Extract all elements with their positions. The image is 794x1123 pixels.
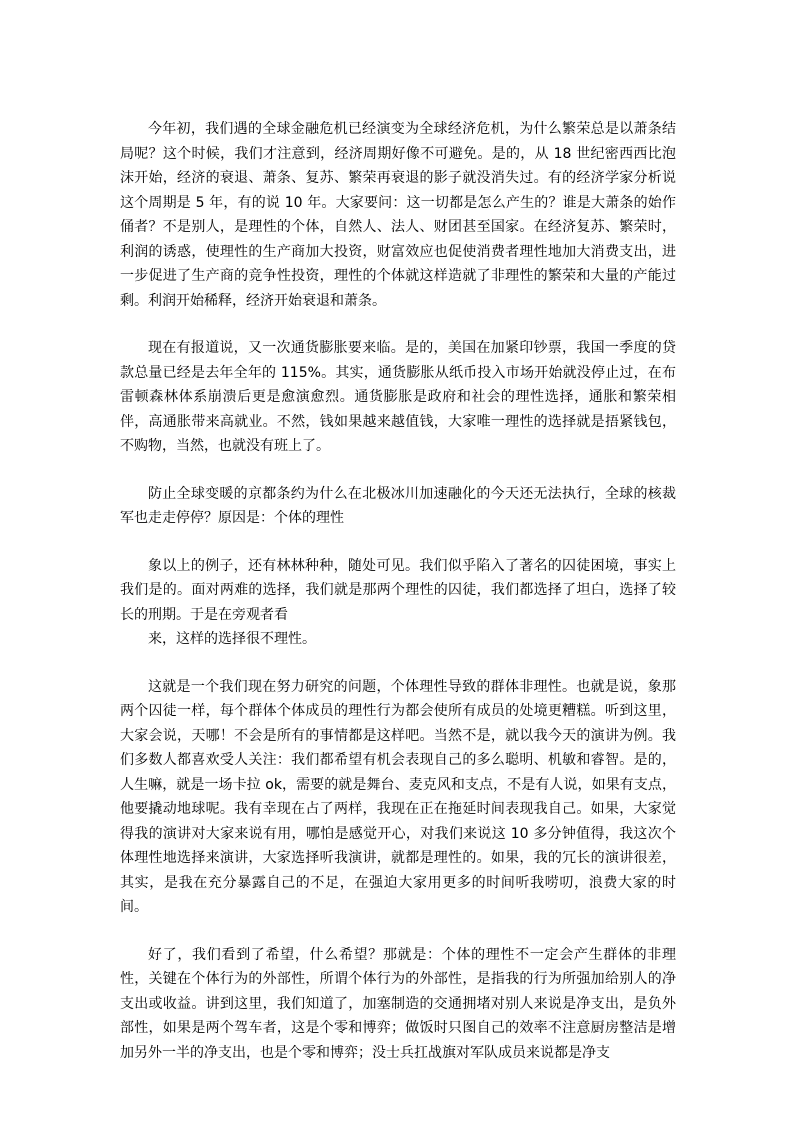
paragraph-prisoners-dilemma: 象以上的例子，还有林林种种，随处可见。我们似乎陷入了著名的囚徒困境，事实上我们是的。面对两难的选择，我们就是那两个理性的囚徒，我们都选择了坦白，选择了较长的刑期。于是在旁观者看 xyxy=(120,557,676,623)
paragraph-externality: 好了，我们看到了希望，什么希望？那就是：个体的理性不一定会产生群体的非理性，关键在个体行为的外部性，所谓个体行为的外部性，是指我的行为所强加给别人的净支出或收益。讲到这里，我们知道了，加塞制造的交通拥堵对别人来说是净支出，是负外部性，如果是两个驾车者，这是个零和博弈；做饭时只图自己的效率不注意厨房整洁是增加另外一半的净支出，也是个零和博弈；没士兵扛战旗对军队成员来说都是净支 xyxy=(120,946,676,1061)
paragraph-economic-cycle: 今年初，我们遇的全球金融危机已经演变为全球经济危机，为什么繁荣总是以萧条结局呢？这个时候，我们才注意到，经济周期好像不可避免。是的，从 18 世纪密西西比泡沫开始，经济的衰退、萧条、复苏、繁荣再衰退的影子就没消失过。有的经济学家分析说这个周期是 5 年，有的说 10 年。大家要问：这一切都是怎么产生的？谁是大萧条的始作俑者？不是别人，是理性的个体，自然人、法人、财团甚至国家。在经济复苏、繁荣时，利润的诱惑，使理性的生产商加大投资，财富效应也促使消费者理性地加大消费支出，进一步促进了生产商的竞争性投资，理性的个体就这样造就了非理性的繁荣和大量的产能过剩。利润开始稀释，经济开始衰退和萧条。 xyxy=(120,121,676,309)
paragraph-kyoto: 防止全球变暖的京都条约为什么在北极冰川加速融化的今天还无法执行，全球的核裁军也走走停停？原因是：个体的理性 xyxy=(120,485,676,526)
paragraph-prisoners-dilemma-continued: 来，这样的选择很不理性。 xyxy=(148,631,316,647)
paragraph-inflation: 现在有报道说，又一次通货膨胀要来临。是的，美国在加紧印钞票，我国一季度的贷款总量已经是去年全年的 115%。其实，通货膨胀从纸币投入市场开始就没停止过，在布雷顿森林体系崩溃后更是愈演愈烈。通货膨胀是政府和社会的理性选择，通胀和繁荣相伴，高通胀带来高就业。不然，钱如果越来越值钱，大家唯一理性的选择就是捂紧钱包，不购物，当然，也就没有班上了。 xyxy=(120,340,676,454)
paragraph-group-irrationality: 这就是一个我们现在努力研究的问题，个体理性导致的群体非理性。也就是说，象那两个囚徒一样，每个群体个体成员的理性行为都会使所有成员的处境更糟糕。听到这里，大家会说，天哪！不会是所有的事情都是这样吧。当然不是，就以我今天的演讲为例。我们多数人都喜欢受人关注：我们都希望有机会表现自己的多么聪明、机敏和睿智。是的，人生嘛，就是一场卡拉 ok，需要的就是舞台、麦克风和支点，不是有人说，如果有支点，他要撬动地球呢。我有幸现在占了两样，我现在正在拖延时间表现我自己。如果，大家觉得我的演讲对大家来说有用，哪怕是感觉开心，对我们来说这 10 多分钟值得，我这次个体理性地选择来演讲，大家选择听我演讲，就都是理性的。如果，我的冗长的演讲很差，其实，是我在充分暴露自己的不足，在强迫大家用更多的时间听我唠叨，浪费大家的时间。 xyxy=(120,678,676,915)
document-body xyxy=(120,117,676,1088)
